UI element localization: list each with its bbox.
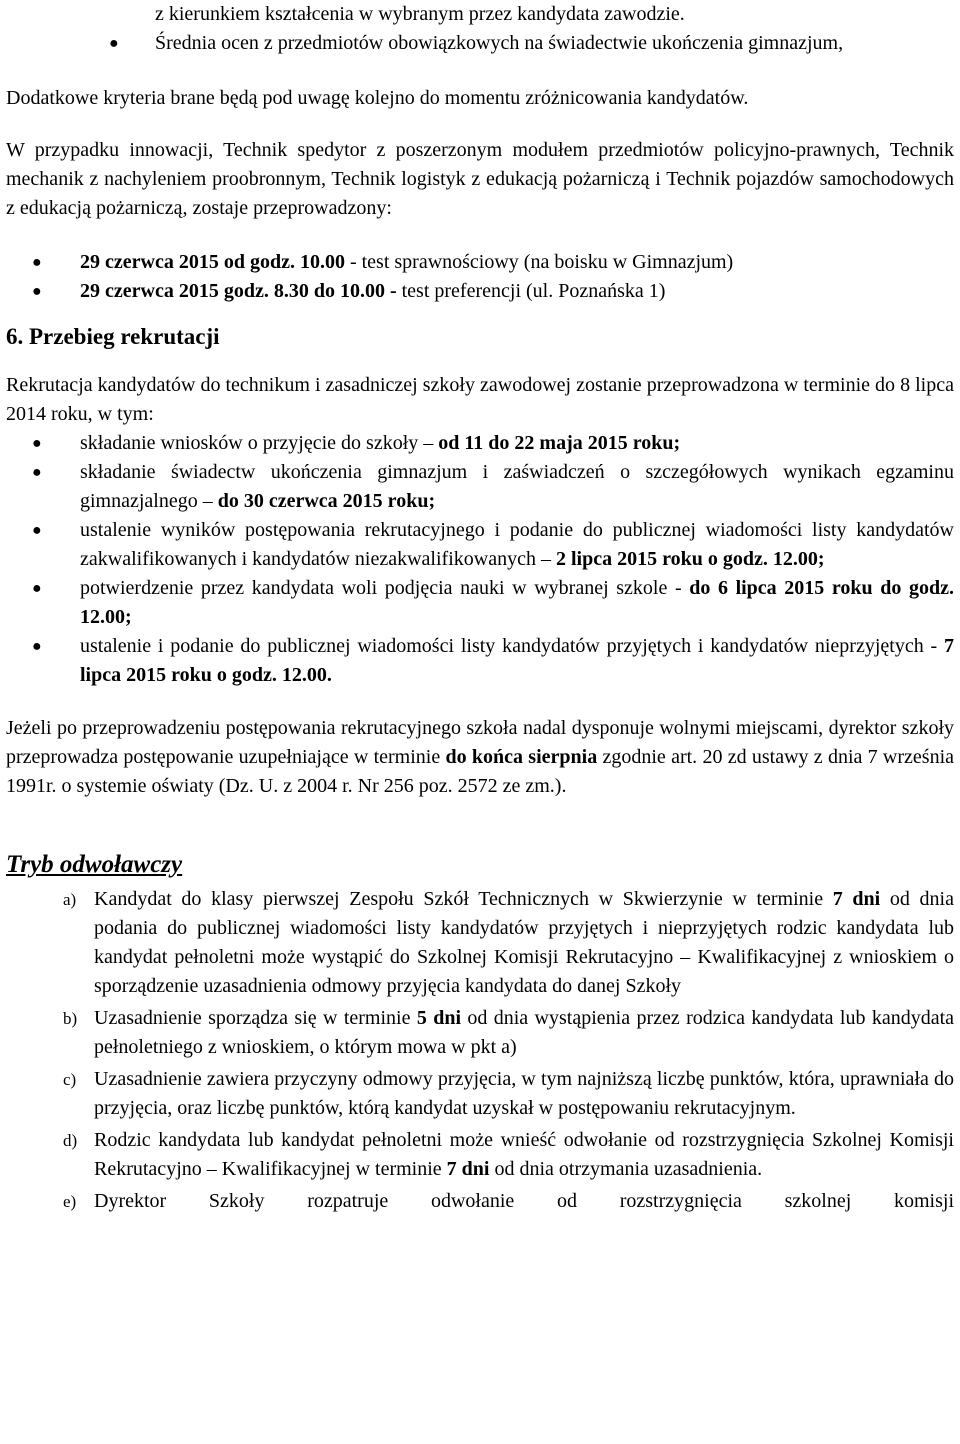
deadline: 7 dni (832, 888, 881, 910)
text: Uzasadnienie sporządza się w terminie (94, 1007, 417, 1029)
paragraph-additional-criteria: Dodatkowe kryteria brane będą pod uwagę kolejno do momentu zróżnicowania kandydatów. (6, 87, 749, 109)
text: Dyrektor Szkoły rozpatruje odwołanie od rozstrzygnięcia szkolnej komisji (94, 1190, 954, 1212)
item-text: potwierdzenie przez kandydata woli podjęcia nauki w wybranej szkole - (80, 577, 690, 599)
text: od dnia wystąpienia przez rodzica kandydata lub kandydata pełnoletniego z wnioskiem, o którym mowa w pkt a) (94, 1007, 955, 1058)
text: Uzasadnienie zawiera przyczyny odmowy przyjęcia, w tym najniższą liczbę punktów, która, uprawniała do przyjęcia, oraz liczbę punktów, którą kandydat uzyskał w postępowaniu rekrutacyjnym. (94, 1068, 954, 1119)
item-text: ustalenie i podanie do publicznej wiadomości listy kandydatów przyjętych i kandydatów nieprzyjętych - (80, 635, 944, 657)
item-text: składanie świadectw ukończenia gimnazjum i zaświadczeń o szczegółowych wynikach egzaminu gimnazjalnego – (80, 461, 954, 512)
list-item (6, 1004, 954, 1062)
list-item (6, 1187, 954, 1216)
list-item (6, 458, 954, 516)
list-item (6, 29, 954, 58)
text: Rodzic kandydata lub kandydat pełnoletni może wnieść odwołanie od rozstrzygnięcia Szkolnej Komisji Rekrutacyjno – Kwalifikacyjnej w terminie (94, 1129, 954, 1180)
list-item (6, 516, 954, 574)
text: Jeżeli po przeprowadzeniu postępowania rekrutacyjnego szkoła nadal dysponuje wolnymi miejscami, dyrektor szkoły przeprowadza postępowanie uzupełniające w terminie (6, 717, 954, 768)
list-item (6, 277, 954, 306)
test-date: 29 czerwca 2015 godz. 8.30 do 10.00 - (80, 280, 397, 302)
list-item (6, 885, 954, 1001)
item-date: 2 lipca 2015 roku o godz. 12.00; (555, 548, 825, 570)
deadline: do końca sierpnia (445, 746, 598, 768)
text: Kandydat do klasy pierwszej Zespołu Szkół Technicznych w Skwierzynie w terminie (94, 888, 833, 910)
item-text: składanie wniosków o przyjęcie do szkoły – (80, 432, 439, 454)
item-date: do 30 czerwca 2015 roku; (217, 490, 436, 512)
list-item-text (80, 248, 954, 277)
item-date: 7 lipca 2015 roku o godz. 12.00. (80, 635, 954, 686)
test-desc: test preferencji (ul. Poznańska 1) (396, 280, 666, 302)
list-item (6, 574, 954, 632)
list-item-text (94, 1004, 954, 1062)
test-desc: - test sprawnościowy (na boisku w Gimnazjum) (344, 251, 734, 273)
list-letter: d) (63, 1131, 78, 1150)
list-item (6, 1065, 954, 1123)
bullet-icon: ● (32, 464, 42, 481)
appeal-list (6, 885, 954, 1216)
tests-list (6, 248, 954, 306)
document-page (6, 0, 954, 1216)
list-item-text: Średnia ocen z przedmiotów obowiązkowych na świadectwie ukończenia gimnazjum, (155, 32, 844, 54)
bullet-icon: ● (32, 283, 42, 300)
list-letter: a) (63, 890, 77, 909)
paragraph-recruitment: Rekrutacja kandydatów do technikum i zasadniczej szkoły zawodowej zostanie przeprowadzona w terminie do 8 lipca 2014 roku, w tym: (6, 374, 954, 425)
list-item (6, 429, 954, 458)
bullet-icon: ● (32, 254, 42, 271)
bullet-icon: ● (32, 522, 42, 539)
bullet-icon: ● (109, 35, 119, 52)
list-item-text (94, 885, 954, 1001)
text: zgodnie art. 20 zd ustawy z dnia 7 września 1991r. o systemie oświaty (Dz. U. z 2004 r. Nr 256 poz. 2572 ze zm.). (6, 746, 955, 797)
list-item-continuation (6, 0, 954, 29)
item-text: ustalenie wyników postępowania rekrutacyjnego i podanie do publicznej wiadomości listy kandydatów zakwalifikowanych i kandydatów niezakwalifikowanych – (80, 519, 954, 570)
paragraph-innovation: W przypadku innowacji, Technik spedytor z poszerzonym modułem przedmiotów policyjno-prawnych, Technik mechanik z nachyleniem proobronnym, Technik logistyk z edukacją pożarniczą i Technik pojazdów samochodowych z edukacją pożarniczą, zostaje przeprowadzony: (6, 139, 954, 219)
list-item (6, 632, 954, 690)
bullet-icon: ● (32, 435, 42, 452)
bullet-icon: ● (32, 580, 42, 597)
list-item-text (80, 574, 954, 632)
item-date: od 11 do 22 maja 2015 roku; (438, 432, 681, 454)
list-item (6, 1126, 954, 1184)
list-letter: c) (63, 1070, 77, 1089)
list-item-text (80, 429, 954, 458)
section-heading: 6. Przebieg rekrutacji (6, 324, 220, 349)
list-item-text (80, 516, 954, 574)
bullet-icon: ● (32, 638, 42, 655)
list-item-text (94, 1126, 954, 1184)
deadline: 5 dni (416, 1007, 462, 1029)
schedule-list (6, 429, 954, 690)
deadline: 7 dni (446, 1158, 490, 1180)
text: od dnia otrzymania uzasadnienia. (489, 1158, 763, 1180)
list-item (6, 248, 954, 277)
section-heading-appeal: Tryb odwoławczy (6, 851, 183, 878)
test-date: 29 czerwca 2015 od godz. 10.00 (80, 251, 345, 273)
paragraph-supplementary (6, 714, 954, 801)
list-item-text (80, 458, 954, 516)
list-item-text (94, 1065, 954, 1123)
list-letter: e) (63, 1192, 77, 1211)
list-letter: b) (63, 1009, 78, 1028)
list-item-text: z kierunkiem kształcenia w wybranym przez kandydata zawodzie. (155, 3, 685, 25)
text: od dnia podania do publicznej wiadomości listy kandydatów przyjętych i nieprzyjętych rodzic kandydata lub kandydat pełnoletni może wystąpić do Szkolnej Komisji Rekrutacyjno – Kwalifikacyjnej z wnioskiem o sporządzenie uzasadnienia odmowy przyjęcia kandydata do danej Szkoły (94, 888, 954, 997)
list-item-text (80, 277, 954, 306)
list-item-text (80, 632, 954, 690)
item-date: do 6 lipca 2015 roku do godz. 12.00; (80, 577, 955, 628)
list-item-text (94, 1187, 954, 1216)
